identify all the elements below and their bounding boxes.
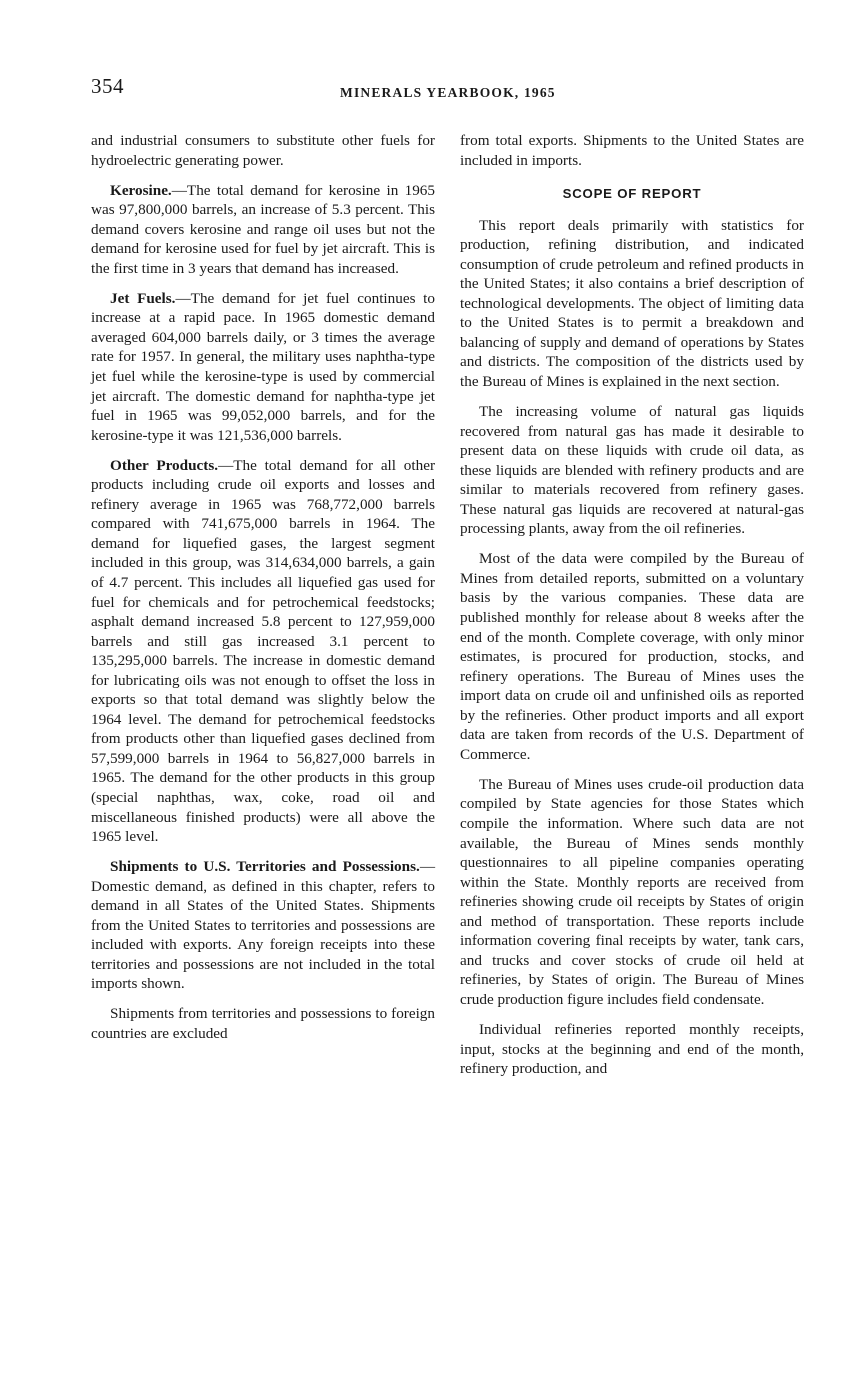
run-in-heading-shipments: Shipments to U.S. Territories and Possessions.	[110, 858, 420, 876]
paragraph-text: The Bureau of Mines uses crude-oil production data compiled by State agencies for those States which compile the information. Where such data are not available, the Bureau of Mines sends monthly questionnaires to all pipeline companies operating within the State. Monthly reports are received from refineries showing crude oil receipts by States of origin and method of transportation. These reports include information covering final receipts by water, tank cars, and trucks and cover stocks of crude oil held at refineries, by States of origin. The Bureau of Mines crude production figure includes field condensate.	[460, 775, 804, 1008]
paragraph	[460, 131, 804, 170]
paragraph-jet-fuels	[91, 289, 435, 445]
left-column	[91, 131, 435, 1054]
right-column	[460, 131, 804, 1089]
paragraph	[91, 131, 435, 170]
section-heading: SCOPE OF REPORT	[562, 186, 702, 202]
page-number: 354	[91, 74, 124, 98]
paragraph-text: —Domestic demand, as defined in this chapter, refers to demand in all States of the United States. Shipments from the United States to territories and possessions are included with exports. Any foreign receipts into these territories and possessions are not included in the total imports shown.	[91, 858, 435, 993]
paragraph-text: —The total demand for kerosine in 1965 was 97,800,000 barrels, an increase of 5.3 percent. This demand covers kerosine and range oil uses but not the demand for kerosine used for fuel by jet aircraft. This is the first time in 3 years that demand has increased.	[91, 181, 435, 277]
paragraph-text: —The demand for jet fuel continues to increase at a rapid pace. In 1965 domestic demand averaged 604,000 barrels daily, or 3 times the average rate for 1957. In general, the military uses naphtha-type jet fuel while the kerosine-type is used by commercial jet aircraft. The domestic demand for naphtha-type jet fuel in 1965 was 99,052,000 barrels, and for the kerosine-type it was 121,536,000 barrels.	[91, 289, 435, 444]
run-in-heading-jet-fuels: Jet Fuels.	[110, 289, 176, 307]
paragraph-text: Shipments from territories and possessions to foreign countries are excluded	[91, 1005, 435, 1043]
paragraph-text: —The total demand for all other products including crude oil exports and losses and refinery average in 1965 was 768,772,000 barrels compared with 741,675,000 barrels in 1964. The demand for liquefied gases, the largest segment included in this group, was 314,634,000 barrels, a gain of 4.7 percent. This includes all liquefied gas used for fuel for chemicals and for petrochemical feedstocks; asphalt demand increased 5.8 percent to 127,959,000 barrels and still gas increased 3.1 percent to 135,295,000 barrels. The increase in domestic demand for lubricating oils was not enough to offset the loss in exports so that total demand was slightly below the 1964 level. The demand for petrochemical feedstocks from products other than liquefied gases declined from 57,599,000 barrels in 1964 to 56,827,000 barrels in 1965. The demand for the other products in this group (special naphthas, wax, coke, road oil and miscellaneous finished products) were all above the 1965 level.	[91, 456, 435, 846]
paragraph-text: from total exports. Shipments to the United States are included in imports.	[460, 132, 804, 169]
run-in-heading-other-products: Other Products.	[110, 456, 219, 474]
paragraph-text: Most of the data were compiled by the Bureau of Mines from detailed reports, submitted on a voluntary basis by the various companies. These data are published monthly for release about 8 weeks after the end of the month. Complete coverage, with only minor estimates, is procured for production, stocks, and refinery operations. The Bureau of Mines uses the import data on crude oil and unfinished oils as reported by the refineries. Other product imports and all export data are taken from records of the U.S. Department of Commerce.	[460, 550, 804, 763]
paragraph-kerosine	[91, 181, 435, 279]
run-in-heading-kerosine: Kerosine.	[110, 181, 172, 199]
paragraph-text: and industrial consumers to substitute other fuels for hydroelectric generating power.	[91, 132, 435, 169]
paragraph	[460, 549, 804, 764]
paragraph-text: Individual refineries reported monthly receipts, input, stocks at the beginning and end of the month, refinery production, and	[460, 1020, 804, 1078]
running-title: MINERALS YEARBOOK, 1965	[340, 85, 556, 100]
paragraph-text: This report deals primarily with statistics for production, refining distribution, and indicated consumption of crude petroleum and refined products in the United States; it also contains a brief description of technological developments. The object of limiting data to the United States is to permit a breakdown and balancing of supply and demand of operations by States and districts. The composition of the districts used by the Bureau of Mines is explained in the next section.	[460, 216, 804, 391]
paragraph-other-products	[91, 456, 435, 847]
paragraph	[460, 402, 804, 539]
paragraph	[460, 216, 804, 392]
paragraph	[460, 1020, 804, 1079]
paragraph-text: The increasing volume of natural gas liquids recovered from natural gas has made it desirable to present data on these liquids with crude oil data, as these liquids are blended with refinery products and are similar to materials recovered from refinery gases. These natural gas liquids are recovered at natural-gas processing plants, away from the oil refineries.	[460, 403, 804, 538]
paragraph	[460, 775, 804, 1010]
paragraph	[91, 1004, 435, 1043]
paragraph-shipments	[91, 857, 435, 994]
